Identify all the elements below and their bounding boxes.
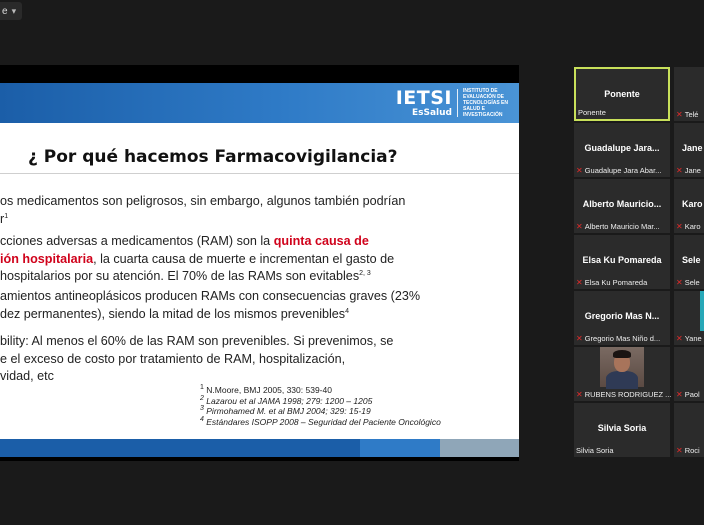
- participant-tile[interactable]: [674, 179, 704, 233]
- participant-video: [600, 347, 644, 387]
- participant-name: Elsa Ku Pomareda: [582, 255, 662, 265]
- video-feed: [700, 291, 704, 331]
- participant-label: ✕ RUBENS RODRIGUEZ ...: [576, 389, 672, 399]
- reference-2: $^2$ Lazarou et al JAMA 1998; 279: 1200 – 1205: [200, 394, 373, 406]
- reference-3: $^3$ Pirmohamed M. et al BMJ 2004; 329: 15-19: [200, 405, 371, 416]
- participant-name: Karo: [682, 199, 703, 209]
- participant-tile[interactable]: [574, 403, 670, 457]
- view-options-button[interactable]: [0, 2, 22, 20]
- mic-muted-icon: ✕: [676, 333, 683, 343]
- logo-divider: [457, 89, 458, 117]
- references: [200, 385, 490, 427]
- participant-label: ✕ Sele: [676, 277, 700, 287]
- participant-label: ✕ Elsa Ku Pomareda: [576, 277, 648, 287]
- participant-tile[interactable]: [574, 235, 670, 289]
- participant-tile[interactable]: [674, 403, 704, 457]
- bullet-3: amientos antineoplásicos producen RAMs con consecuencias graves (23% dez permanentes), siendo la mitad de los mismos prevenibles$^4$: [0, 289, 421, 321]
- chevron-down-icon: ▾: [11, 5, 17, 16]
- mic-muted-icon: ✕: [576, 333, 583, 343]
- participant-label: ✕ Alberto Mauricio Mar...: [576, 221, 660, 231]
- logo-description: INSTITUTO DE EVALUACIÓN DE TECNOLOGÍAS EN SALUD E INVESTIGACIÓN: [463, 88, 509, 118]
- reference-4: $^4$ Estándares ISOPP 2008 – Seguridad del Paciente Oncológico: [200, 415, 441, 427]
- bullet-1: os medicamentos son peligrosos, sin embargo, algunos también podrían $r^1$: [0, 194, 406, 226]
- participant-label: ✕ Paol: [676, 389, 700, 399]
- participant-name: Guadalupe Jara...: [584, 143, 660, 153]
- participant-label: ✕ Telé: [676, 109, 699, 119]
- mic-muted-icon: ✕: [676, 389, 683, 399]
- participant-label: Ponente: [578, 108, 606, 117]
- participant-tile[interactable]: [674, 347, 704, 401]
- participant-label: ✕ Gregorio Mas Niño d...: [576, 333, 661, 343]
- bullet-4: bility: Al menos el 60% de las RAM son prevenibles. Si prevenimos, se e el exceso de costo por tratamiento de RAM, hospitalización, vidad, etc: [0, 334, 394, 383]
- participant-label: ✕ Karo: [676, 221, 701, 231]
- title-divider: [0, 173, 519, 174]
- logo-sub-text: EsSalud: [412, 107, 452, 118]
- slide-footer-band: [0, 439, 519, 457]
- mic-muted-icon: ✕: [676, 165, 683, 175]
- logo-main-text: IETSI: [395, 86, 452, 109]
- mic-muted-icon: ✕: [676, 445, 683, 455]
- participant-label: Silvia Soria: [576, 446, 614, 455]
- view-options-label: e: [2, 5, 8, 17]
- participant-tile[interactable]: [574, 123, 670, 177]
- mic-muted-icon: ✕: [576, 389, 583, 399]
- participant-name: Gregorio Mas N...: [584, 311, 660, 321]
- participant-tile[interactable]: [574, 291, 670, 345]
- participant-label: ✕ Yane: [676, 333, 702, 343]
- ietsi-logo: [396, 87, 515, 119]
- slide-header-band: [0, 83, 519, 123]
- participant-label: ✕ Jane: [676, 165, 701, 175]
- mic-muted-icon: ✕: [576, 277, 583, 287]
- mic-muted-icon: ✕: [576, 221, 583, 231]
- participant-label: ✕ Guadalupe Jara Abar...: [576, 165, 662, 175]
- participant-tile[interactable]: [674, 235, 704, 289]
- shared-screen[interactable]: [0, 65, 519, 461]
- participant-name: Alberto Mauricio...: [582, 199, 662, 209]
- presentation-slide: [0, 83, 519, 441]
- participant-tile[interactable]: [574, 179, 670, 233]
- participant-tile[interactable]: [674, 291, 704, 345]
- slide-title: ¿ Por qué hacemos Farmacovigilancia?: [28, 147, 398, 167]
- mic-muted-icon: ✕: [676, 109, 683, 119]
- mic-muted-icon: ✕: [676, 277, 683, 287]
- mic-muted-icon: ✕: [576, 165, 583, 175]
- participant-tile[interactable]: [574, 347, 670, 401]
- participant-name: Sele: [682, 255, 701, 265]
- participant-name: Ponente: [604, 89, 640, 99]
- participant-label: ✕ Roci: [676, 445, 700, 455]
- participant-name: Silvia Soria: [597, 423, 647, 433]
- participant-name: Jane: [682, 143, 703, 153]
- participant-tile[interactable]: [674, 123, 704, 177]
- participant-tile[interactable]: [674, 67, 704, 121]
- mic-muted-icon: ✕: [676, 221, 683, 231]
- bullet-2: cciones adversas a medicamentos (RAM) son la quinta causa de ión hospitalaria, la cuarta causa de muerte e incrementan el gasto de hospitalarios por su atención. El 70% de las RAMs son evitables$^{2, 3}$: [0, 234, 395, 283]
- participant-tile[interactable]: [574, 67, 670, 121]
- reference-1: $^1$ N.Moore, BMJ 2005, 330: 539-40: [200, 384, 332, 395]
